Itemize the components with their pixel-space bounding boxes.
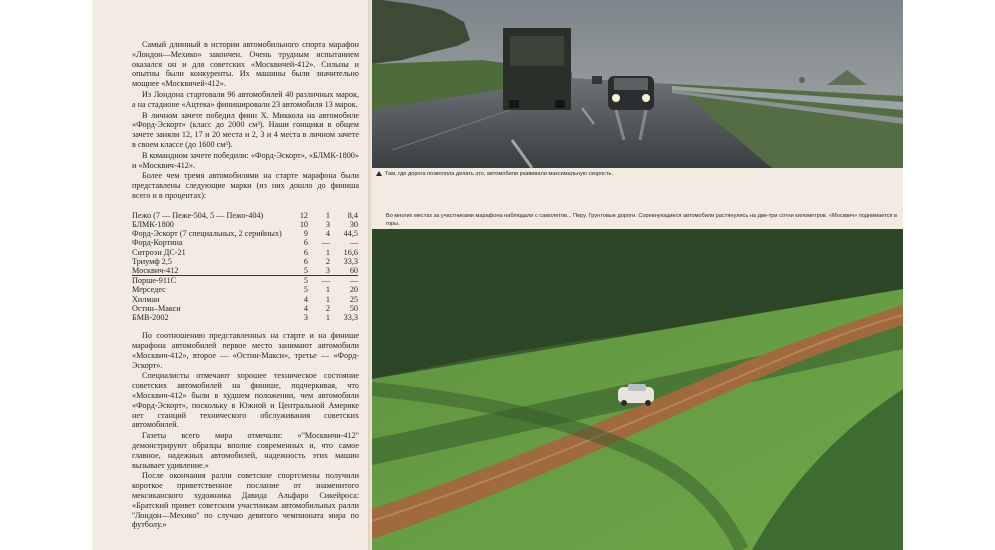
caption-text: Во многих местах за участниками марафона наблюдали с самолетов... Перу. Грунтовые дороги. Соревнующиеся автомобили растянулись на две-три сотни километров. «Москвич» поднимается в горы. [386,213,897,227]
triangle-icon [376,171,382,176]
table-row: Порше-911С 5 — — [132,276,358,286]
paragraph: В командном зачете победили: «Форд-Эскорт», «БЛМК-1800» и «Москвич-412». [132,150,359,170]
paragraph: По соотношению представленных на старте и на финише марафона автомобилей первое место занимают автомобили «Москвич-412», второе — «Остин-Макси», третье — «Форд-Эскорт». [132,331,359,370]
table-row: БЛМК-1800 10 3 30 [132,219,358,229]
table-row: Хилман 4 1 25 [132,294,358,304]
dirt-road-photo [372,229,903,550]
magazine-spread [92,0,903,550]
table-row: БМВ-2002 3 1 33,3 [132,312,358,322]
table-row: Ситроэн ДС-21 6 1 16,6 [132,247,358,257]
photo-caption-top [376,170,896,178]
paragraph: После окончания ралли советские спортсмены получили короткое приветственное послание от знаменитого мексиканского художника Давида Альфаро Сикейроса: «Братский привет советским участникам автомобильных ралли ''Лондон—Мехико'' по случаю девятого чемпионата мира по футболу.» [132,471,359,530]
article-column [132,40,359,531]
car-on-road [618,384,654,406]
paragraph: Более чем тремя автомобилями на старте марафона были представлены следующие марки (из них дошло до финиша всего и в процентах): [132,171,359,200]
results-table [132,211,358,322]
table-row: Пежо (7 — Пеже-504, 5 — Пежо-404) 12 1 8,4 [132,210,358,220]
caption-text: Там, где дорога позволяла делать это, автомобили развивали максимальную скорость. [385,171,614,177]
table-row: Москвич-412 5 3 60 [132,265,358,275]
paragraph: Самый длинный в истории автомобильного спорта марафон «Лондон—Мехико» закончен. Очень трудным испытанием оказался он и для советских «Москвичей-412». Сильны и опытны были конкуренты. Их машины были значительно мощнее «Москвичей-412». [132,40,359,89]
table-row: Мерседес 5 1 20 [132,285,358,295]
photo-caption-bottom [386,212,898,228]
highway-photo [372,0,903,168]
table-row: Форд-Кортина 6 — — [132,238,358,248]
table-row: Форд-Эскорт (7 специальных, 2 серийных) 9 4 44,5 [132,229,358,239]
table-row: Остин–Макси 4 2 50 [132,303,358,313]
paragraph: Специалисты отмечают хорошее техническое состояние советских автомобилей на финише, подчеркивая, что «Москвич-412» были в худшем положении, чем автомобили «Форд-Эскорт», поскольку в Южной и Центральной Америке нет станций технического обслуживания советских автомобилей. [132,371,359,430]
paragraph: Из Лондона стартовали 96 автомобилей 40 различных марок, а на стадионе «Ацтека» финишировали 23 автомобиля 13 марок. [132,89,359,109]
paragraph: Газеты всего мира отмечали: «"Москвичи-412" демонстрируют образцы вполне современных и, что самое главное, надежных автомобилей, надежность этих машин вызывает удивление.» [132,431,359,470]
table-row: Триумф 2,5 6 2 33,3 [132,256,358,266]
paragraph: В личном зачете победил финн Х. Миккола на автомобиле «Форд-Эскорт» (класс до 2000 см³). Наши гонщики в общем зачете заняли 12, 17 и 20 места и 2, 3 и 4 места в личном зачете в своем классе (до 1600 см³). [132,110,359,149]
